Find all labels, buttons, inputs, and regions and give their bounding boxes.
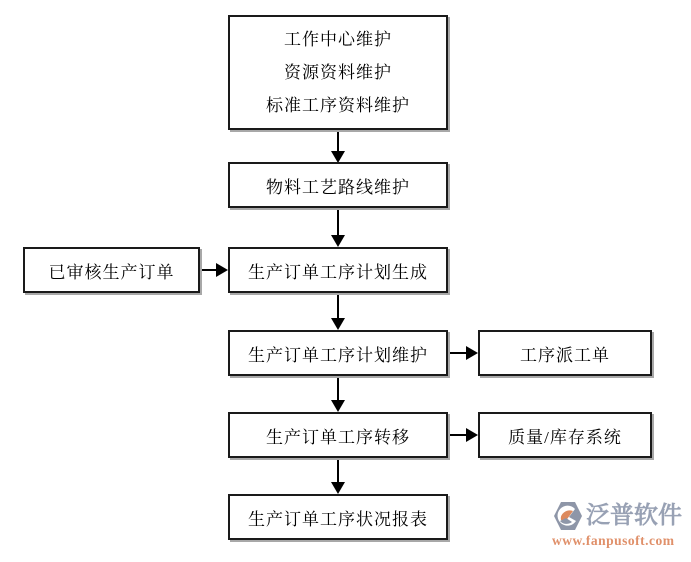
node-operation-plan-generation — [228, 247, 448, 293]
node-label: 生产订单工序计划生成 — [248, 262, 428, 282]
node-approved-production-order — [23, 247, 200, 293]
node-routing-maintenance — [228, 162, 448, 208]
fanpu-watermark — [552, 500, 691, 558]
node-quality-inventory-system — [478, 412, 652, 458]
node-label: 生产订单工序转移 — [266, 427, 410, 447]
arrow-planmaint-to-transfer — [331, 376, 345, 412]
arrow-masterdata-to-routing — [331, 130, 345, 163]
node-operation-status-report — [228, 494, 448, 540]
node-label: 物料工艺路线维护 — [266, 177, 410, 197]
node-label: 标准工序资料维护 — [266, 96, 410, 115]
brand-name: 泛普软件 — [586, 502, 682, 529]
node-operation-plan-maintenance — [228, 330, 448, 376]
fanpu-logo-icon — [552, 500, 584, 532]
arrow-transfer-to-quality — [448, 428, 478, 442]
arrow-transfer-to-report — [331, 458, 345, 494]
node-label: 已审核生产订单 — [48, 262, 175, 282]
node-label: 工序派工单 — [520, 345, 610, 365]
arrow-routing-to-plangen — [331, 208, 345, 247]
arrow-planmaint-to-dispatch — [448, 346, 478, 360]
node-label: 生产订单工序状况报表 — [248, 509, 428, 529]
arrow-plangen-to-planmaint — [331, 293, 345, 330]
arrow-approvedorder-to-plangen — [200, 263, 228, 277]
node-label: 质量/库存系统 — [508, 427, 622, 447]
node-master-data — [228, 15, 448, 130]
node-operation-dispatch-list — [478, 330, 652, 376]
node-operation-transfer — [228, 412, 448, 458]
node-label: 生产订单工序计划维护 — [248, 345, 428, 365]
node-label: 资源资料维护 — [284, 63, 392, 82]
brand-url: www.fanpusoft.com — [552, 533, 675, 548]
node-label: 工作中心维护 — [284, 30, 392, 49]
